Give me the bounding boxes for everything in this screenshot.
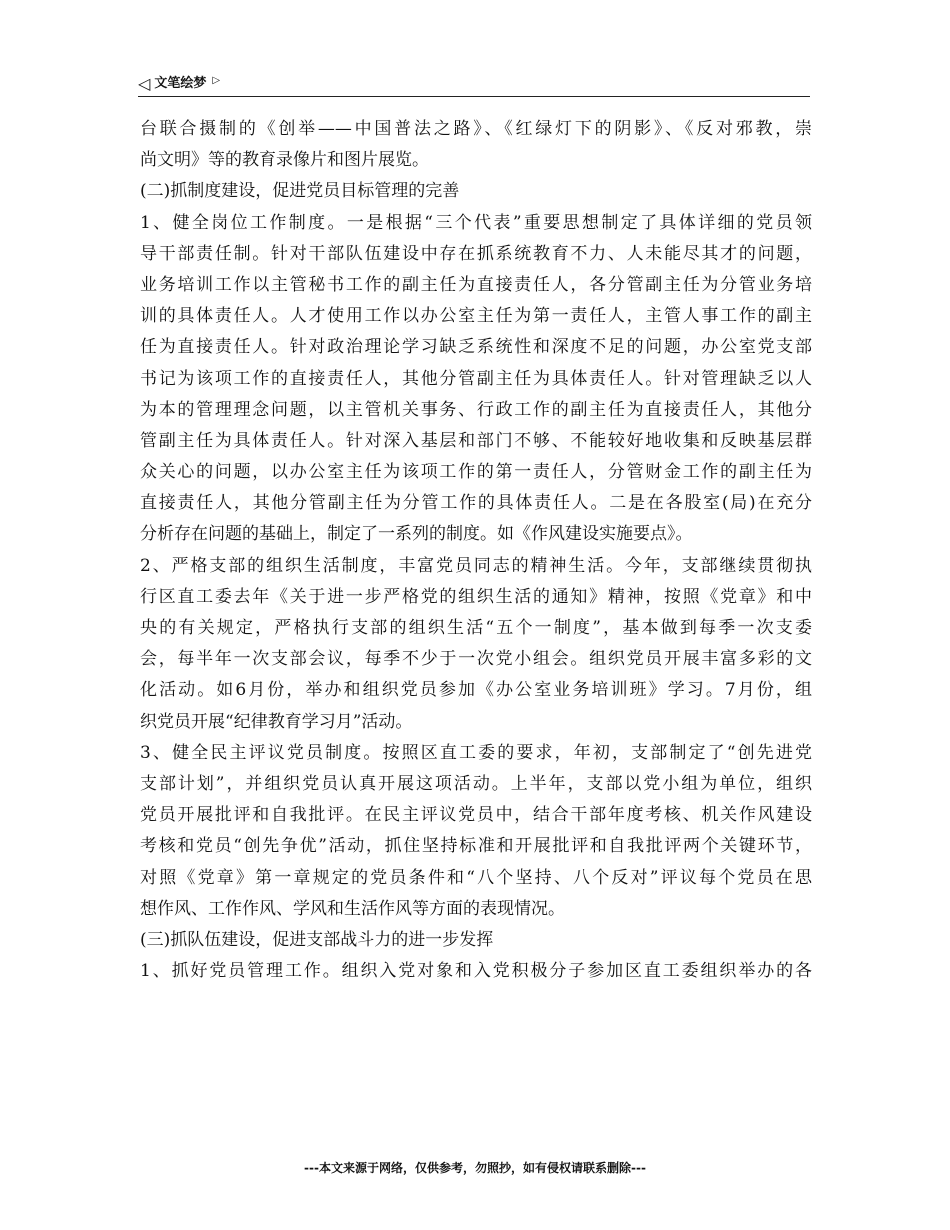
page-footer: ---本文来源于网络，仅供参考，勿照抄，如有侵权请联系删除---	[304, 1161, 646, 1175]
text-line: 2、严格支部的组织生活制度，丰富党员同志的精神生活。今年，支部继续贯彻执	[140, 555, 812, 576]
text-line: 书记为该项工作的直接责任人，其他分管副主任为具体责任人。针对管理缺乏以人	[140, 368, 812, 389]
text-line: 支部计划”，并组织党员认真开展这项活动。上半年，支部以党小组为单位，组织	[140, 773, 812, 794]
text-line: 对照《党章》第一章规定的党员条件和“八个坚持、八个反对”评议每个党员在思	[140, 867, 812, 888]
text-line: 直接责任人，其他分管副主任为分管工作的具体责任人。二是在各股室(局)在充分	[140, 493, 812, 514]
text-line: 织党员开展“纪律教育学习月”活动。	[140, 711, 413, 732]
text-line: 为本的管理理念问题，以主管机关事务、行政工作的副主任为直接责任人，其他分	[140, 399, 812, 420]
text-line: (二)抓制度建设，促进党员目标管理的完善	[140, 181, 460, 202]
text-line: 管副主任为具体责任人。针对深入基层和部门不够、不能较好地收集和反映基层群	[140, 430, 812, 451]
text-line: 台联合摄制的《创举——中国普法之路》、《红绿灯下的阴影》、《反对邪教，崇	[140, 119, 812, 139]
triangle-right-icon: ▷	[212, 75, 221, 86]
text-line: 行区直工委去年《关于进一步严格党的组织生活的通知》精神，按照《党章》和中	[140, 586, 812, 607]
text-line: 任为直接责任人。针对政治理论学习缺乏系统性和深度不足的问题，办公室党支部	[140, 337, 812, 358]
text-line: 党员开展批评和自我批评。在民主评议党员中，结合干部年度考核、机关作风建设	[140, 805, 812, 826]
text-line: (三)抓队伍建设，促进支部战斗力的进一步发挥	[140, 929, 494, 950]
text-line: 化活动。如6月份，举办和组织党员参加《办公室业务培训班》学习。7月份，组	[140, 680, 812, 701]
page-header	[138, 72, 810, 97]
text-line: 业务培训工作以主管秘书工作的副主任为直接责任人，各分管副主任为分管业务培	[140, 274, 812, 295]
text-line: 众关心的问题，以办公室主任为该项工作的第一责任人，分管财金工作的副主任为	[140, 462, 812, 483]
header-title: 文笔绘梦	[154, 76, 207, 91]
text-line: 会，每半年一次支部会议，每季不少于一次党小组会。组织党员开展丰富多彩的文	[140, 649, 812, 670]
text-line: 央的有关规定，严格执行支部的组织生活“五个一制度”，基本做到每季一次支委	[140, 618, 812, 638]
text-line: 1、健全岗位工作制度。一是根据“三个代表”重要思想制定了具体详细的党员领	[140, 212, 812, 233]
text-line: 考核和党员“创先争优”活动，抓住坚持标准和开展批评和自我批评两个关键环节，	[140, 836, 812, 857]
text-line: 尚文明》等的教育录像片和图片展览。	[140, 150, 429, 171]
triangle-left-icon: ◁	[138, 74, 151, 93]
text-line: 分析存在问题的基础上，制定了一系列的制度。如《作风建设实施要点》。	[140, 524, 693, 545]
text-line: 3、健全民主评议党员制度。按照区直工委的要求，年初，支部制定了“创先进党	[140, 742, 812, 763]
text-line: 想作风、工作作风、学风和生活作风等方面的表现情况。	[140, 898, 565, 919]
text-line: 训的具体责任人。人才使用工作以办公室主任为第一责任人，主管人事工作的副主	[140, 306, 812, 327]
text-line: 导干部责任制。针对干部队伍建设中存在抓系统教育不力、人未能尽其才的问题，	[140, 243, 812, 264]
text-line: 1、抓好党员管理工作。组织入党对象和入党积极分子参加区直工委组织举办的各	[140, 961, 812, 982]
document-body	[140, 114, 812, 987]
